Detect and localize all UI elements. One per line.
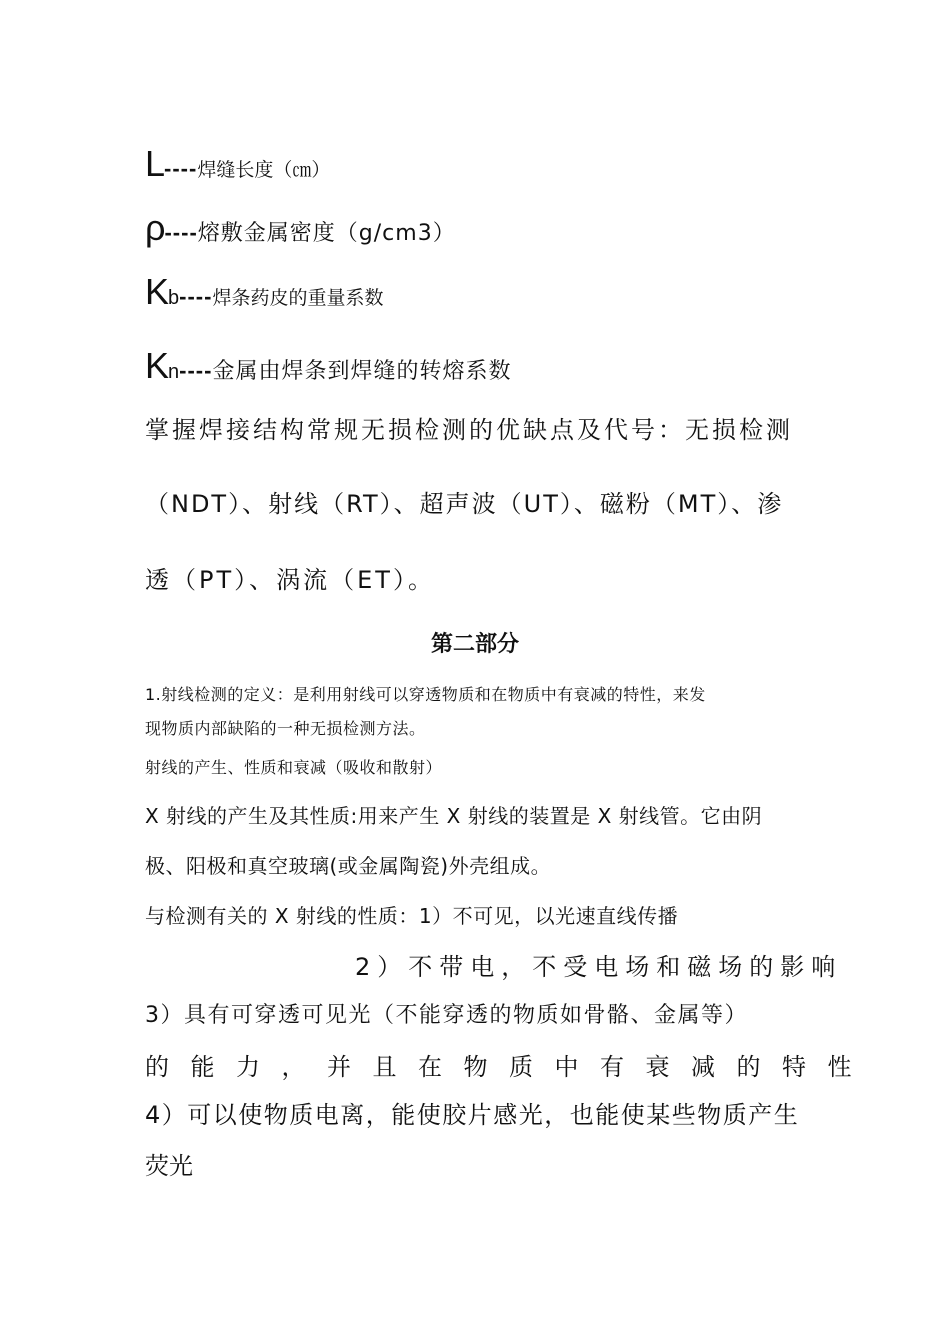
symbol-subscript: n bbox=[168, 361, 180, 383]
property-item-4: 4）可以使物质电离，能使胶片感光，也能使某些物质产生 bbox=[145, 1101, 800, 1129]
ndt-line-2: （NDT）、射线（RT）、超声波（UT）、磁粉（MT）、渗 bbox=[145, 490, 784, 518]
definition-rho bbox=[145, 207, 456, 248]
dashes: ---- bbox=[179, 358, 213, 383]
rt-definition-line-2: 现物质内部缺陷的一种无损检测方法。 bbox=[145, 719, 426, 738]
definition-kn bbox=[145, 345, 512, 386]
definition-text: 焊缝长度（㎝） bbox=[197, 159, 331, 181]
xray-line-1: X 射线的产生及其性质:用来产生 X 射线的装置是 X 射线管。它由阴 bbox=[145, 804, 763, 828]
section-heading: 第二部分 bbox=[430, 632, 519, 657]
ndt-line-3: 透（PT）、涡流（ET）。 bbox=[145, 566, 435, 594]
symbol-k: K bbox=[145, 271, 169, 312]
symbol-k: K bbox=[145, 345, 169, 386]
property-item-3: 3）具有可穿透可见光（不能穿透的物质如骨骼、金属等） bbox=[145, 1003, 748, 1028]
symbol-L: L bbox=[145, 143, 165, 184]
definition-text: 熔敷金属密度（g/cm3） bbox=[197, 221, 456, 246]
dashes: ---- bbox=[179, 284, 213, 309]
symbol-rho: ρ bbox=[145, 207, 165, 248]
definition-kb bbox=[145, 271, 384, 312]
definition-text: 金属由焊条到焊缝的转熔系数 bbox=[212, 359, 512, 384]
dashes: ---- bbox=[164, 220, 198, 245]
definition-L bbox=[145, 143, 331, 184]
xray-line-2: 极、阳极和真空玻璃(或金属陶瓷)外壳组成。 bbox=[145, 854, 552, 878]
rt-definition-line-1: 1.射线检测的定义：是利用射线可以穿透物质和在物质中有衰减的特性，来发 bbox=[145, 685, 706, 704]
definition-text: 焊条药皮的重量系数 bbox=[212, 287, 384, 309]
ndt-line-1: 掌握焊接结构常规无损检测的优缺点及代号：无损检测 bbox=[145, 416, 793, 444]
properties-intro: 与检测有关的 X 射线的性质：1）不可见，以光速直线传播 bbox=[145, 904, 679, 928]
symbol-subscript: b bbox=[168, 287, 180, 309]
property-item-4-cont: 荧光 bbox=[145, 1152, 193, 1180]
subheading: 射线的产生、性质和衰减（吸收和散射） bbox=[145, 758, 443, 777]
property-item-3-cont: 的能力，并且在物质中有衰减的特性 bbox=[145, 1053, 873, 1081]
dashes: ---- bbox=[164, 156, 198, 181]
property-item-2: 2）不带电，不受电场和磁场的影响 bbox=[355, 953, 843, 981]
